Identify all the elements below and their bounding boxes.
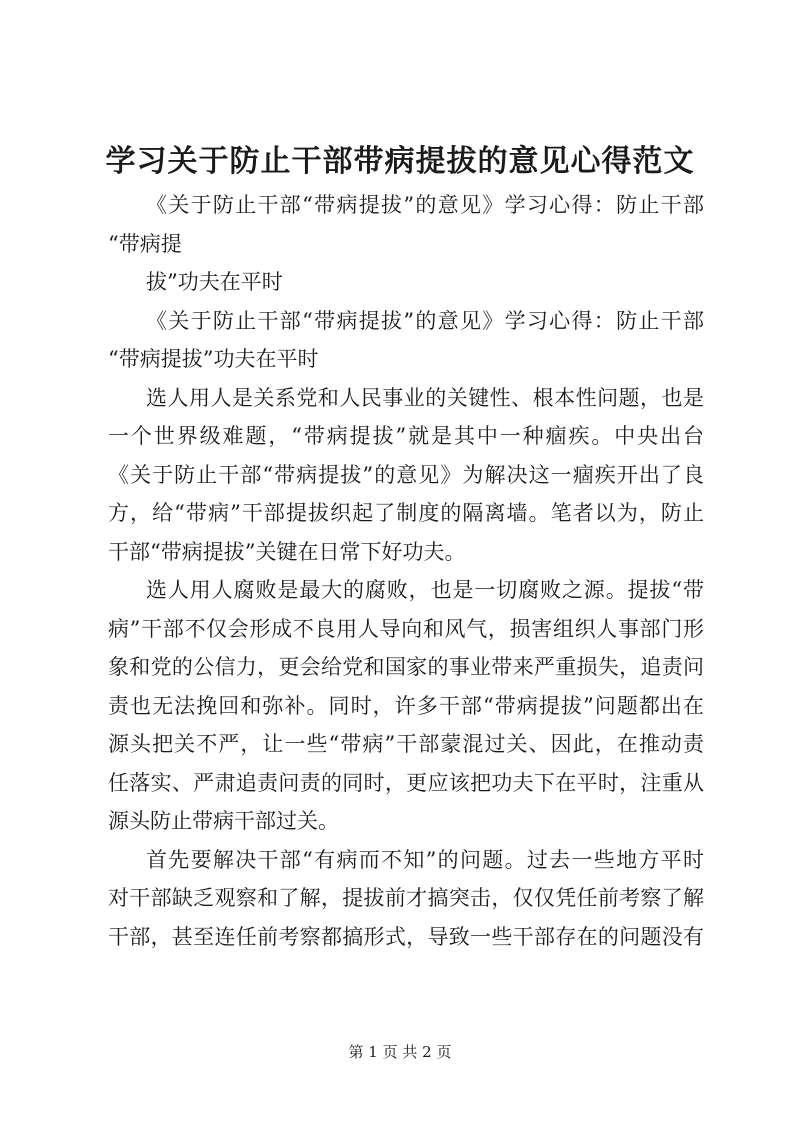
paragraph-line: 《关于防止干部“带病提拔”的意见》学习心得：防止干部 [146,193,704,217]
paragraph-line: “带病提 [108,231,182,256]
document-body [108,186,704,956]
paragraph-line: 首先要解决干部“有病而不知”的问题。过去一些地方平时 [146,847,704,872]
paragraph-line: 源头把关不严，让一些“带病”干部蒙混过关、因此，在推动责 [108,732,704,756]
document-title: 学习关于防止干部带病提拔的意见心得范文 [105,144,695,179]
paragraph-line: 《关于防止干部“带病提拔”的意见》为解决这一痼疾开出了良 [108,462,704,487]
paragraph-line: 《关于防止干部“带病提拔”的意见》学习心得：防止干部 [146,308,704,333]
paragraph-line: 一个世界级难题，“带病提拔”就是其中一种痼疾。中央出台 [108,424,704,448]
paragraph-line: 责也无法挽回和弥补。同时，许多干部“带病提拔”问题都出在 [108,693,704,718]
paragraph-line: 干部“带病提拔”关键在日常下好功夫。 [108,539,466,564]
page-footer: 第 1 页 共 2 页 [348,1043,452,1061]
paragraph-line: 方，给“带病”干部提拔织起了制度的隔离墙。笔者以为，防止 [108,501,704,525]
paragraph-line: 选人用人腐败是最大的腐败，也是一切腐败之源。提拔“带 [146,578,704,602]
paragraph-line: 干部，甚至连任前考察都搞形式，导致一些干部存在的问题没有 [108,924,704,949]
paragraph-line: “带病提拔”功夫在平时 [108,347,319,371]
paragraph-line: 象和党的公信力，更会给党和国家的事业带来严重损失，追责问 [108,655,704,679]
paragraph-line: 病”干部不仅会形成不良用人导向和风气，损害组织人事部门形 [108,616,704,641]
paragraph-line: 源头防止带病干部过关。 [108,809,339,833]
paragraph-line: 任落实、严肃追责问责的同时，更应该把功夫下在平时，注重从 [108,770,704,795]
paragraph-line: 对干部缺乏观察和了解，提拔前才搞突击，仅仅凭任前考察了解 [108,886,704,910]
paragraph-line: 选人用人是关系党和人民事业的关键性、根本性问题，也是 [146,385,704,410]
paragraph-line: 拔”功夫在平时 [146,270,283,294]
